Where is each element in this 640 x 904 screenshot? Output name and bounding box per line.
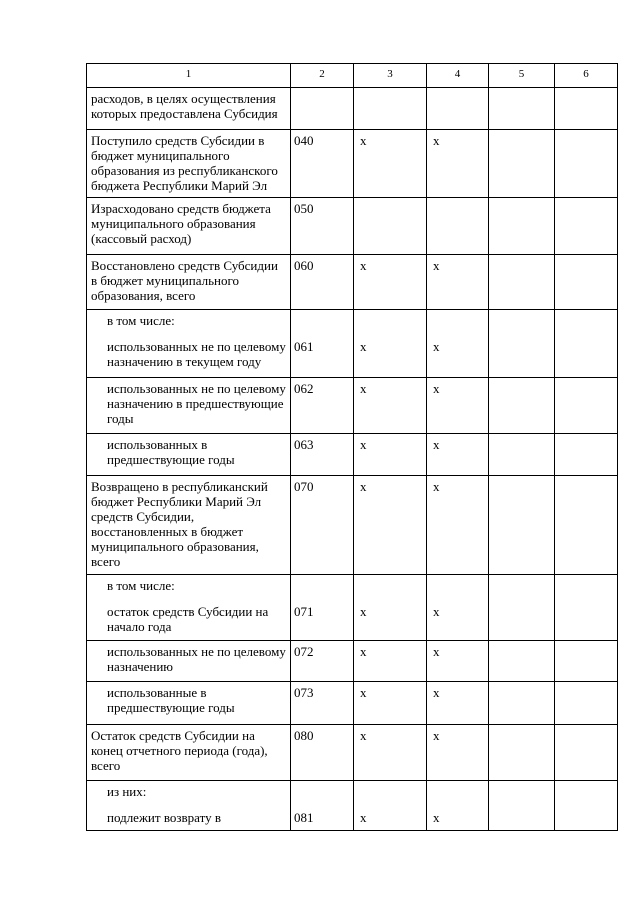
row-code: 062 (291, 378, 354, 434)
row-col6 (555, 310, 618, 336)
table-row (87, 476, 618, 575)
row-col5 (489, 682, 555, 725)
row-code: 061 (291, 336, 354, 378)
row-col3: x (354, 336, 427, 378)
row-col4: x (427, 130, 489, 198)
row-col4: x (427, 807, 489, 831)
row-label: в том числе: (87, 575, 291, 601)
row-col5 (489, 781, 555, 807)
row-code (291, 575, 354, 601)
row-col5 (489, 88, 555, 130)
row-code: 060 (291, 255, 354, 310)
header-col-3: 3 (354, 64, 427, 88)
table-row (87, 781, 618, 807)
row-col4: x (427, 641, 489, 682)
row-col3 (354, 781, 427, 807)
header-row (87, 64, 618, 88)
row-col4: x (427, 434, 489, 476)
row-col6 (555, 725, 618, 781)
row-col5 (489, 807, 555, 831)
header-col-4: 4 (427, 64, 489, 88)
row-code: 070 (291, 476, 354, 575)
header-col-2: 2 (291, 64, 354, 88)
row-col6 (555, 601, 618, 641)
row-col3 (354, 198, 427, 255)
row-col6 (555, 476, 618, 575)
row-label: Израсходовано средств бюджета муниципального образования (кассовый расход) (87, 198, 291, 255)
table-row (87, 601, 618, 641)
row-col5 (489, 378, 555, 434)
row-label: подлежит возврату в (87, 807, 291, 831)
row-label: остаток средств Субсидии на начало года (87, 601, 291, 641)
row-code: 080 (291, 725, 354, 781)
row-label: в том числе: (87, 310, 291, 336)
row-code (291, 781, 354, 807)
row-col5 (489, 434, 555, 476)
row-col5 (489, 641, 555, 682)
row-col6 (555, 434, 618, 476)
row-col3: x (354, 130, 427, 198)
row-col3 (354, 88, 427, 130)
row-col4: x (427, 336, 489, 378)
row-col5 (489, 336, 555, 378)
row-label: использованных в предшествующие годы (87, 434, 291, 476)
table-row (87, 310, 618, 336)
row-col5 (489, 476, 555, 575)
row-col4 (427, 781, 489, 807)
row-code (291, 310, 354, 336)
row-col3: x (354, 601, 427, 641)
row-col3: x (354, 434, 427, 476)
row-col6 (555, 198, 618, 255)
row-code: 040 (291, 130, 354, 198)
row-col3: x (354, 476, 427, 575)
table-row (87, 682, 618, 725)
row-label: Остаток средств Субсидии на конец отчетного периода (года), всего (87, 725, 291, 781)
row-col5 (489, 575, 555, 601)
table-row (87, 807, 618, 831)
row-col3: x (354, 807, 427, 831)
row-label: использованных не по целевому назначению в текущем году (87, 336, 291, 378)
row-col3: x (354, 255, 427, 310)
row-col6 (555, 781, 618, 807)
row-col3: x (354, 378, 427, 434)
report-table (86, 63, 618, 831)
row-col4: x (427, 378, 489, 434)
row-label: использованные в предшествующие годы (87, 682, 291, 725)
row-col5 (489, 255, 555, 310)
row-col6 (555, 807, 618, 831)
row-col4 (427, 88, 489, 130)
table-row (87, 641, 618, 682)
row-col6 (555, 130, 618, 198)
row-col4: x (427, 601, 489, 641)
row-col3 (354, 310, 427, 336)
row-col4: x (427, 725, 489, 781)
row-col4 (427, 310, 489, 336)
row-label: использованных не по целевому назначению в предшествующие годы (87, 378, 291, 434)
row-code: 081 (291, 807, 354, 831)
row-col3 (354, 575, 427, 601)
header-col-1: 1 (87, 64, 291, 88)
row-col5 (489, 198, 555, 255)
row-col4: x (427, 255, 489, 310)
row-col5 (489, 725, 555, 781)
table-row (87, 336, 618, 378)
row-col3: x (354, 725, 427, 781)
row-col4 (427, 198, 489, 255)
row-code: 050 (291, 198, 354, 255)
row-col6 (555, 575, 618, 601)
row-col4: x (427, 476, 489, 575)
table-row (87, 88, 618, 130)
table-row (87, 725, 618, 781)
row-label: Восстановлено средств Субсидии в бюджет муниципального образования, всего (87, 255, 291, 310)
row-label: расходов, в целях осуществления которых предоставлена Субсидия (87, 88, 291, 130)
row-col5 (489, 130, 555, 198)
row-col6 (555, 255, 618, 310)
row-col3: x (354, 682, 427, 725)
row-label: использованных не по целевому назначению (87, 641, 291, 682)
row-col6 (555, 682, 618, 725)
row-col6 (555, 641, 618, 682)
row-code: 063 (291, 434, 354, 476)
row-label: Поступило средств Субсидии в бюджет муниципального образования из республиканского бюджета Республики Марий Эл (87, 130, 291, 198)
row-code: 072 (291, 641, 354, 682)
row-col4 (427, 575, 489, 601)
row-col5 (489, 310, 555, 336)
table-row (87, 575, 618, 601)
header-col-6: 6 (555, 64, 618, 88)
row-col3: x (354, 641, 427, 682)
row-code: 073 (291, 682, 354, 725)
table-row (87, 198, 618, 255)
row-label: Возвращено в республиканский бюджет Республики Марий Эл средств Субсидии, восстановленных в бюджет муниципального образования, всего (87, 476, 291, 575)
header-col-5: 5 (489, 64, 555, 88)
row-col4: x (427, 682, 489, 725)
row-col6 (555, 378, 618, 434)
table-row (87, 255, 618, 310)
table-row (87, 378, 618, 434)
table-row (87, 434, 618, 476)
row-code: 071 (291, 601, 354, 641)
row-col6 (555, 88, 618, 130)
row-col6 (555, 336, 618, 378)
table-row (87, 130, 618, 198)
row-code (291, 88, 354, 130)
row-label: из них: (87, 781, 291, 807)
row-col5 (489, 601, 555, 641)
